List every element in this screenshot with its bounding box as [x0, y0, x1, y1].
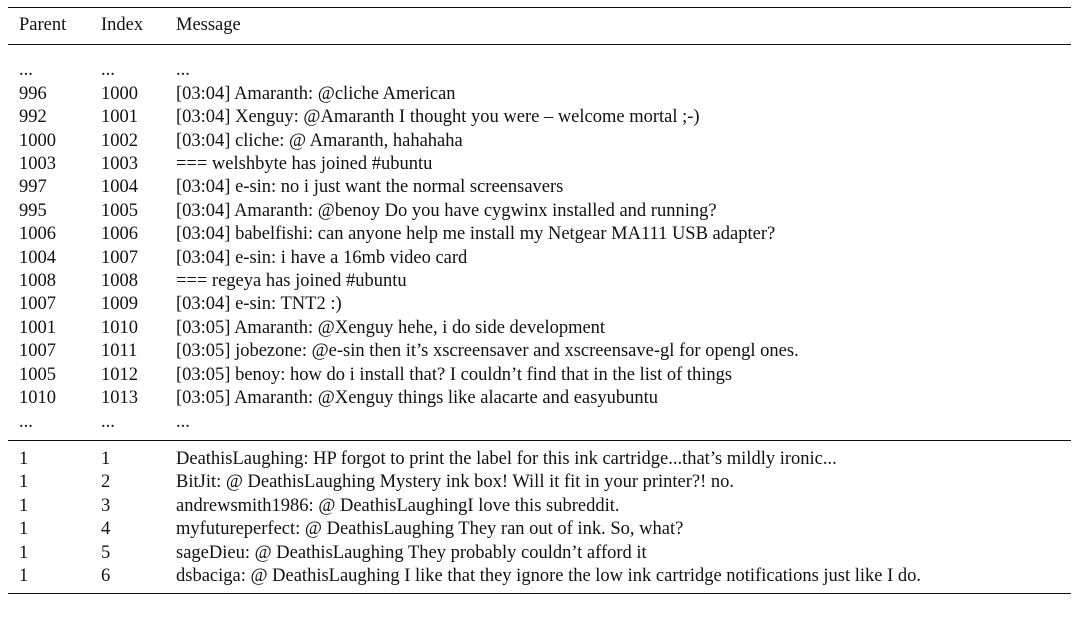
cell-parent: 992 [19, 107, 47, 128]
cell-message: [03:05] benoy: how do i install that? I couldn’t find that in the list of things [176, 364, 733, 385]
cell-message: sageDieu: @ DeathisLaughing They probably couldn’t afford it [176, 542, 647, 563]
cell-parent: ... [19, 60, 33, 81]
cell-parent: 995 [19, 200, 47, 221]
cell-message: === regeya has joined #ubuntu [176, 271, 407, 292]
table-row [8, 130, 1071, 153]
cell-parent: ... [19, 411, 33, 432]
header-row [8, 8, 1071, 45]
table-row [8, 176, 1071, 199]
cell-parent: 1007 [19, 294, 56, 315]
table-row [8, 542, 1071, 565]
cell-parent: 1008 [19, 271, 56, 292]
table-row [8, 247, 1071, 270]
cell-index: 1009 [101, 294, 138, 315]
cell-index: 1001 [101, 107, 138, 128]
table-row [8, 411, 1071, 441]
cell-message: [03:05] jobezone: @e-sin then it’s xscreensaver and xscreensave-gl for opengl ones. [176, 341, 799, 362]
cell-index: 5 [101, 542, 111, 563]
cell-message: myfutureperfect: @ DeathisLaughing They ran out of ink. So, what? [176, 519, 684, 540]
reddit-section [8, 440, 1071, 593]
cell-index: 1012 [101, 364, 138, 385]
cell-index: 1 [101, 448, 111, 469]
cell-message: DeathisLaughing: HP forgot to print the label for this ink cartridge...that’s mildly ironic... [176, 448, 837, 469]
table-row [8, 518, 1071, 541]
cell-message: dsbaciga: @ DeathisLaughing I like that they ignore the low ink cartridge notifications just like I do. [176, 565, 922, 586]
cell-parent: 1 [19, 448, 29, 469]
conversation-table-wrapper [8, 7, 1071, 594]
cell-parent: 1005 [19, 364, 56, 385]
table-row [8, 200, 1071, 223]
cell-index: 6 [101, 565, 111, 586]
cell-parent: 1 [19, 519, 29, 540]
table-row [8, 364, 1071, 387]
cell-parent: 997 [19, 177, 47, 198]
table-row [8, 440, 1071, 471]
cell-parent: 1004 [19, 247, 56, 268]
irc-section [8, 45, 1071, 441]
table-row [8, 270, 1071, 293]
cell-index: 1011 [101, 341, 138, 362]
cell-index: 1004 [101, 177, 138, 198]
table-row [8, 223, 1071, 246]
table-row [8, 471, 1071, 494]
cell-parent: 1000 [19, 130, 56, 151]
header-parent: Parent [19, 15, 67, 35]
conversation-table [8, 7, 1071, 594]
cell-message: ... [176, 60, 190, 81]
cell-message: [03:04] cliche: @ Amaranth, hahahaha [176, 130, 463, 151]
table-row [8, 293, 1071, 316]
table-row [8, 317, 1071, 340]
cell-parent: 1003 [19, 154, 56, 175]
cell-message: [03:04] e-sin: TNT2 :) [176, 294, 342, 315]
table-row [8, 45, 1071, 83]
cell-index: 1003 [101, 154, 138, 175]
cell-parent: 1 [19, 542, 29, 563]
cell-parent: 996 [19, 83, 47, 104]
table-row [8, 495, 1071, 518]
cell-index: 1000 [101, 83, 138, 104]
table-row [8, 83, 1071, 106]
cell-message: === welshbyte has joined #ubuntu [176, 154, 433, 175]
cell-message: [03:04] Amaranth: @benoy Do you have cygwinx installed and running? [176, 200, 717, 221]
cell-index: 1008 [101, 271, 138, 292]
cell-index: 1010 [101, 317, 138, 338]
cell-index: ... [101, 60, 115, 81]
cell-index: 1013 [101, 388, 138, 409]
cell-parent: 1010 [19, 388, 56, 409]
table-row [8, 340, 1071, 363]
cell-message: BitJit: @ DeathisLaughing Mystery ink box! Will it fit in your printer?! no. [176, 472, 735, 493]
cell-message: [03:05] Amaranth: @Xenguy hehe, i do side development [176, 317, 606, 338]
cell-parent: 1 [19, 472, 29, 493]
table-row [8, 565, 1071, 594]
table-row [8, 387, 1071, 410]
cell-index: 1002 [101, 130, 138, 151]
cell-parent: 1001 [19, 317, 56, 338]
table-row [8, 153, 1071, 176]
cell-message: [03:04] e-sin: i have a 16mb video card [176, 247, 468, 268]
cell-index: 1005 [101, 200, 138, 221]
cell-index: 1006 [101, 224, 138, 245]
header-index: Index [101, 15, 144, 35]
cell-parent: 1 [19, 565, 29, 586]
table-header [8, 8, 1071, 45]
cell-message: [03:04] babelfishi: can anyone help me install my Netgear MA111 USB adapter? [176, 224, 776, 245]
cell-message: [03:04] e-sin: no i just want the normal screensavers [176, 177, 564, 198]
cell-message: ... [176, 411, 190, 432]
cell-index: 3 [101, 495, 111, 516]
table-row [8, 106, 1071, 129]
cell-index: 1007 [101, 247, 138, 268]
cell-message: andrewsmith1986: @ DeathisLaughingI love this subreddit. [176, 495, 620, 516]
cell-index: 4 [101, 519, 111, 540]
cell-parent: 1 [19, 495, 29, 516]
cell-message: [03:04] Xenguy: @Amaranth I thought you were – welcome mortal ;-) [176, 107, 700, 128]
cell-parent: 1007 [19, 341, 56, 362]
cell-parent: 1006 [19, 224, 56, 245]
header-message: Message [176, 15, 241, 35]
cell-index: ... [101, 411, 115, 432]
cell-message: [03:04] Amaranth: @cliche American [176, 83, 456, 104]
cell-message: [03:05] Amaranth: @Xenguy things like alacarte and easyubuntu [176, 388, 658, 409]
cell-index: 2 [101, 472, 111, 493]
